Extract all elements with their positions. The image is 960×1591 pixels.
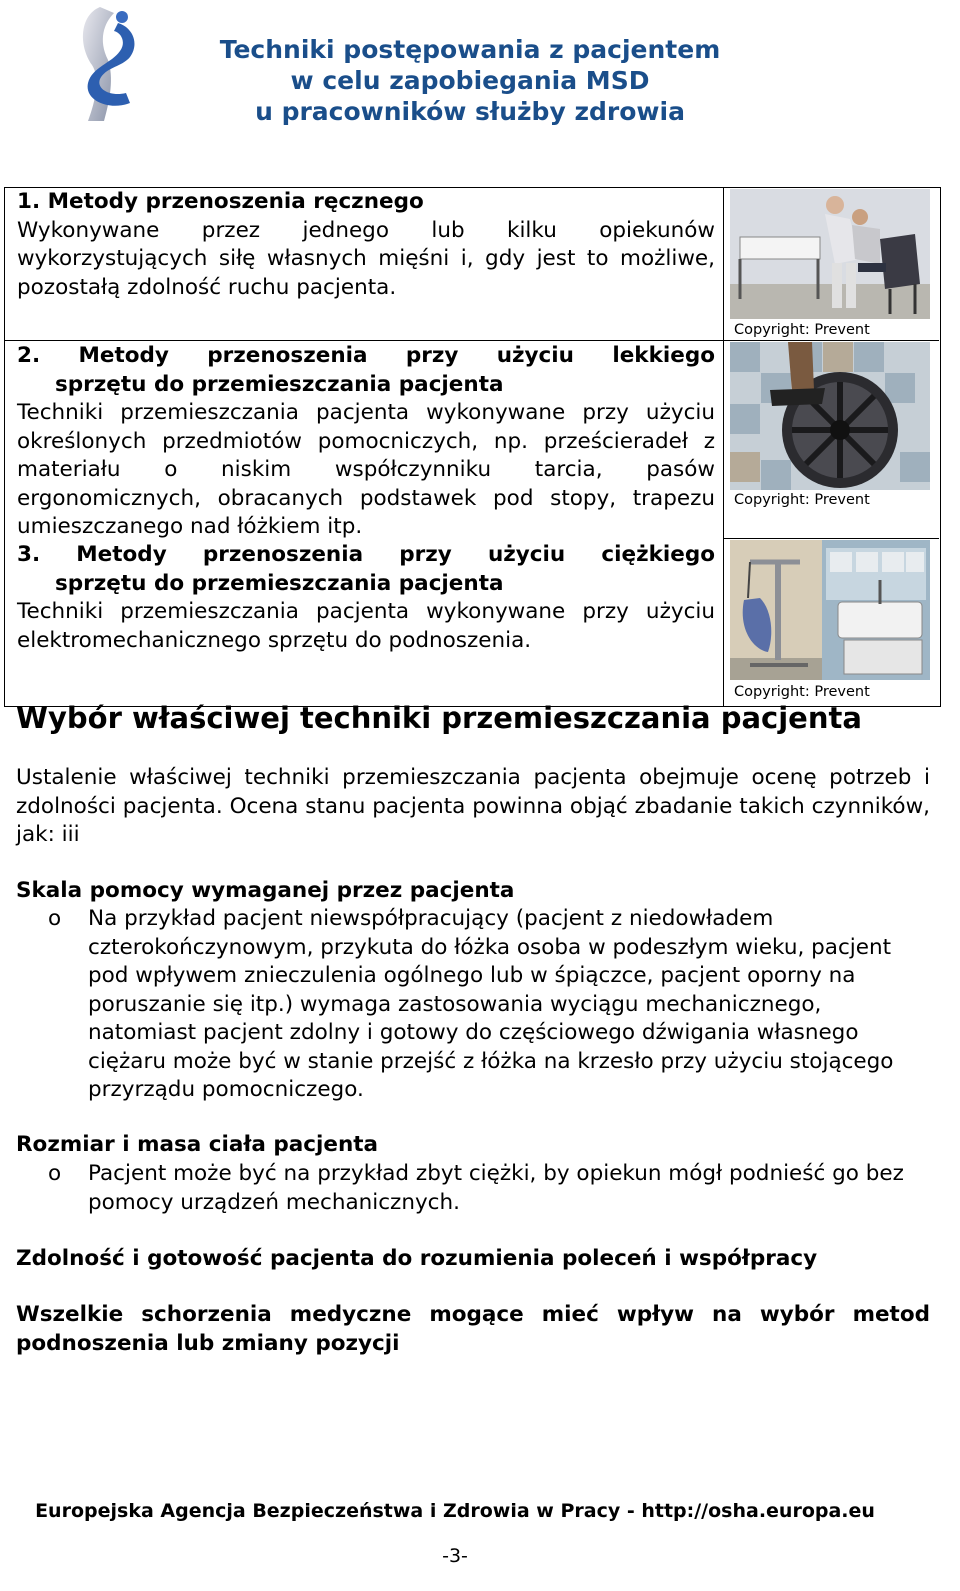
footer-text: Europejska Agencja Bezpieczeństwa i Zdrowia w Pracy - http://osha.europa.eu	[35, 1500, 875, 1522]
bullet-text: Na przykład pacjent niewspółpracujący (pacjent z niedowładem czterokończynowym, przykuta do łóżka osoba w podeszłym wieku, pacjent pod wpływem znieczulenia ogólnego lub w śpiączce, pacjent oporny na poruszanie się itp.) wymaga zastosowania wyciągu mechanicznego, natomiast pacjent zdolny i gotowy do częściowego dźwigania własnego ciężaru może być w stanie przejść z łóżka na krzesło przy użyciu stojącego przyrządu pomocniczego.	[88, 906, 894, 1102]
header-line: Techniki postępowania z pacjentem	[219, 35, 721, 64]
header-line: w celu zapobiegania MSD	[290, 66, 650, 95]
header-line: u pracowników służby zdrowia	[255, 97, 685, 126]
factor-bullet	[16, 905, 930, 1105]
row-divider	[724, 538, 939, 539]
row-divider	[5, 340, 723, 341]
method-body: Techniki przemieszczania pacjenta wykonywane przy użyciu określonych przedmiotów pomocniczych, np. prześcieradeł z materiału o niskim współczynniku tarcia, pasów ergonomicznych, obracanych podstawek pod stopy, trapezu umieszczanego nad łóżkiem itp.	[17, 400, 715, 539]
row-divider	[724, 340, 939, 341]
section-heading: Wybór właściwej techniki przemieszczania pacjenta	[16, 701, 862, 735]
patient-lift-photo	[730, 540, 930, 680]
photo-copyright: Copyright: Prevent	[734, 492, 870, 508]
method-1	[17, 188, 715, 302]
method-body: Techniki przemieszczania pacjenta wykonywane przy użyciu elektromechanicznego sprzętu do podnoszenia.	[17, 599, 715, 653]
factor-heading: Zdolność i gotowość pacjenta do rozumienia poleceń i współpracy	[16, 1246, 818, 1271]
bullet-text: Pacjent może być na przykład zbyt ciężki, by opiekun mógł podnieść go bez pomocy urządzeń mechanicznych.	[88, 1161, 904, 1215]
factor-title: Rozmiar i masa ciała pacjenta	[16, 1132, 379, 1157]
agency-logo	[70, 5, 150, 123]
methods-text-column	[5, 188, 724, 706]
method-title: 2. Metody przenoszenia przy użyciu lekkiego	[17, 343, 715, 368]
factor-heading: Wszelkie schorzenia medyczne mogące mieć wpływ na wybór metod podnoszenia lub zmiany pozycji	[16, 1302, 930, 1356]
method-title-continued: sprzętu do przemieszczania pacjenta	[55, 371, 504, 397]
manual-transfer-photo	[730, 189, 930, 319]
factor-title: Skala pomocy wymaganej przez pacjenta	[16, 878, 515, 903]
method-body: Wykonywane przez jednego lub kilku opiekunów wykorzystujących siłę własnych mięśni i, gdy jest to możliwe, pozostałą zdolność ruchu pacjenta.	[17, 217, 715, 300]
method-title-continued: sprzętu do przemieszczania pacjenta	[55, 570, 504, 596]
rotating-disc-photo	[730, 342, 930, 490]
method-2	[17, 342, 715, 542]
bullet-marker-icon: o	[48, 1161, 62, 1186]
intro-paragraph: Ustalenie właściwej techniki przemieszczania pacjenta obejmuje ocenę potrzeb i zdolności pacjenta. Ocena stanu pacjenta powinna objąć zbadanie takich czynników, jak: iii	[16, 765, 930, 847]
bullet-marker-icon: o	[48, 906, 62, 931]
method-3	[17, 541, 715, 655]
page-number: -3-	[442, 1545, 468, 1567]
methods-table	[4, 187, 941, 707]
photo-copyright: Copyright: Prevent	[734, 322, 870, 338]
method-title: 1. Metody przenoszenia ręcznego	[17, 189, 424, 214]
method-title: 3. Metody przenoszenia przy użyciu ciężkiego	[17, 542, 715, 567]
photo-copyright: Copyright: Prevent	[734, 684, 870, 700]
document-header	[150, 34, 790, 127]
factor-bullet	[16, 1160, 930, 1217]
methods-image-column	[724, 188, 939, 706]
